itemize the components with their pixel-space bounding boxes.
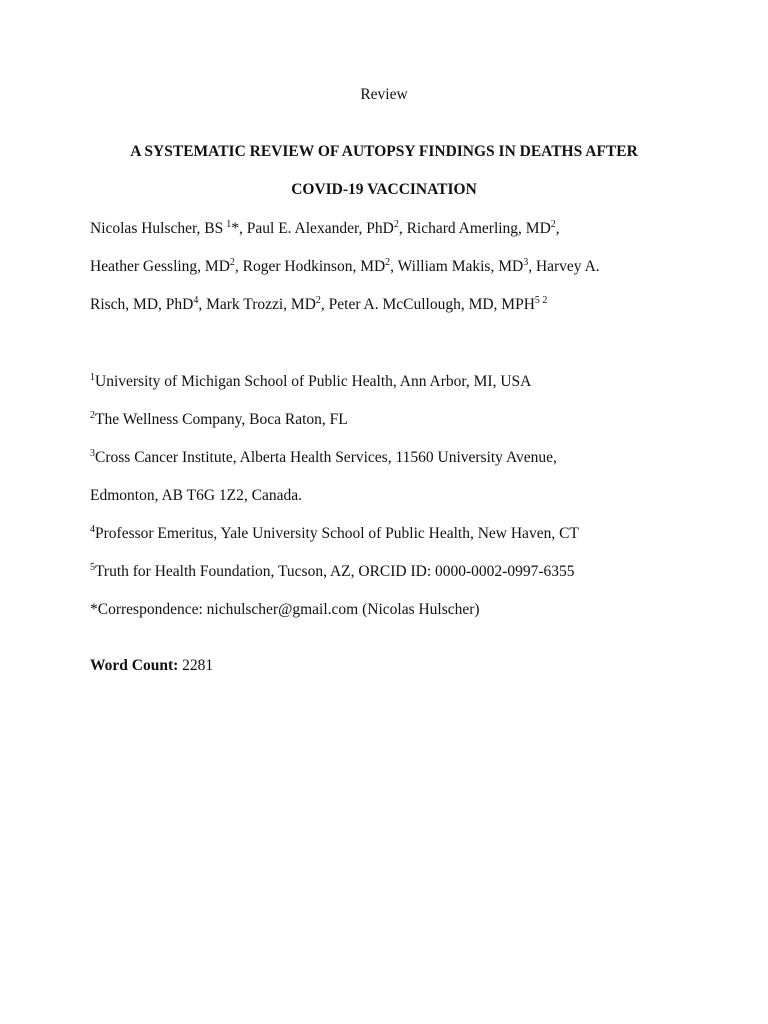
author-name: Peter A. McCullough, MD, MPH <box>328 296 535 313</box>
word-count-value: 2281 <box>182 657 214 674</box>
author-separator: , <box>234 258 243 275</box>
author-affiliation-sup: 2 <box>385 256 391 268</box>
author-affiliation-sup: 1 <box>226 218 232 230</box>
affiliation-number: 3 <box>90 447 95 459</box>
affiliation-1 <box>90 373 531 391</box>
authors-line-1 <box>90 220 560 238</box>
word-count-label: Word Count: <box>90 657 179 674</box>
affiliation-3-continued <box>90 487 302 505</box>
author-name: Nicolas Hulscher, BS <box>90 220 224 237</box>
affiliation-text: Cross Cancer Institute, Alberta Health Services, 11560 University Avenue, <box>95 449 557 466</box>
author-name: Heather Gessling, MD <box>90 258 230 275</box>
word-count-line <box>90 657 213 675</box>
author-name: Harvey A. <box>535 258 600 275</box>
affiliation-number: 4 <box>90 523 95 535</box>
author-affiliation-sup: 2 <box>315 294 321 306</box>
title-line-1: A SYSTEMATIC REVIEW OF AUTOPSY FINDINGS IN DEATHS AFTER <box>130 143 638 160</box>
authors-line-2 <box>90 258 600 276</box>
author-separator: , <box>390 258 398 275</box>
author-name: Richard Amerling, MD <box>406 220 551 237</box>
correspondence-line: *Correspondence: nichulscher@gmail.com (Nicolas Hulscher) <box>90 601 480 618</box>
affiliation-5 <box>90 563 575 581</box>
affiliation-number: 2 <box>90 409 95 421</box>
author-name: Paul E. Alexander, PhD <box>246 220 394 237</box>
affiliation-text: Truth for Health Foundation, Tucson, AZ, ORCID ID: 0000-0002-0997-6355 <box>95 563 575 580</box>
author-affiliation-sup: 5 2 <box>534 294 548 306</box>
title-line-2: COVID-19 VACCINATION <box>291 181 477 198</box>
affiliation-number: 1 <box>90 371 95 383</box>
author-name: Mark Trozzi, MD <box>206 296 316 313</box>
author-affiliation-sup: 3 <box>523 256 529 268</box>
affiliation-4 <box>90 525 579 543</box>
article-type-label: Review <box>360 86 408 103</box>
affiliation-text: University of Michigan School of Public Health, Ann Arbor, MI, USA <box>95 373 532 390</box>
affiliation-text: Edmonton, AB T6G 1Z2, Canada. <box>90 487 302 504</box>
author-affiliation-sup: 2 <box>229 256 235 268</box>
author-name: Roger Hodkinson, MD <box>242 258 386 275</box>
author-affiliation-sup: 2 <box>550 218 556 230</box>
author-separator: , <box>320 296 329 313</box>
author-separator: , <box>528 258 536 275</box>
author-affiliation-sup: 2 <box>393 218 399 230</box>
affiliation-text: Professor Emeritus, Yale University School of Public Health, New Haven, CT <box>95 525 579 542</box>
author-affiliation-sup: 4 <box>193 294 199 306</box>
author-name: Risch, MD, PhD <box>90 296 194 313</box>
affiliation-number: 5 <box>90 561 95 573</box>
authors-line-3 <box>90 296 547 314</box>
affiliation-3 <box>90 449 557 467</box>
affiliation-text: The Wellness Company, Boca Raton, FL <box>95 411 348 428</box>
author-separator: *, <box>231 220 247 237</box>
author-separator: , <box>555 220 560 237</box>
author-separator: , <box>198 296 207 313</box>
affiliation-2 <box>90 411 348 429</box>
author-name: William Makis, MD <box>397 258 524 275</box>
author-separator: , <box>398 220 407 237</box>
